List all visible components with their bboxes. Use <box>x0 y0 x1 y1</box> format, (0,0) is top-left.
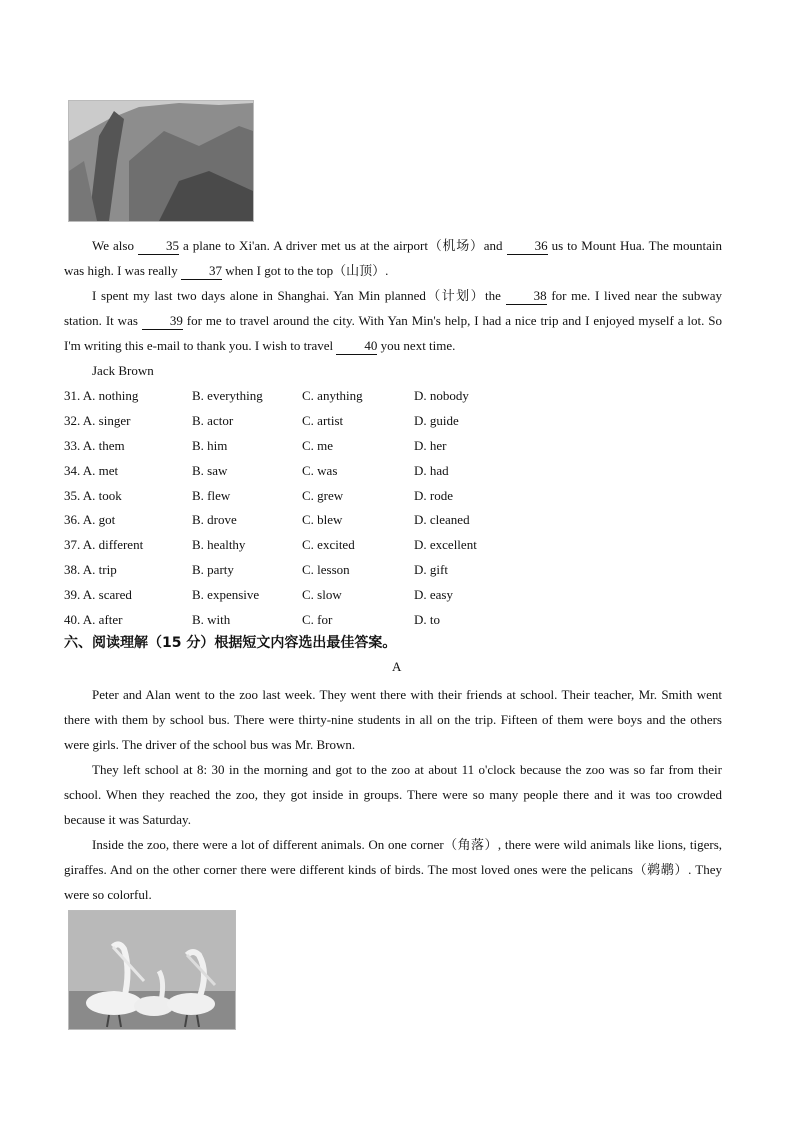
option-c: C. lesson <box>302 562 350 578</box>
option-d: D. guide <box>414 412 459 428</box>
blank-38: 38 <box>506 288 547 305</box>
option-d: D. her <box>414 437 447 453</box>
option-a: 36. A. got <box>64 512 116 528</box>
option-row-31 <box>64 384 564 409</box>
option-d: D. rode <box>414 487 453 503</box>
option-d: D. easy <box>414 587 453 603</box>
mountain-illustration <box>69 101 253 221</box>
option-c: C. for <box>302 612 333 628</box>
option-b: B. everything <box>192 388 263 403</box>
option-d: D. cleaned <box>414 512 470 528</box>
option-row-38 <box>64 558 564 583</box>
option-d: D. nobody <box>414 388 469 403</box>
option-a: 31. A. nothing <box>64 388 139 403</box>
option-d: D. gift <box>414 562 448 578</box>
option-a: 35. A. took <box>64 487 122 503</box>
option-a: 40. A. after <box>64 612 123 628</box>
option-c: C. artist <box>302 412 344 428</box>
option-a: 33. A. them <box>64 437 125 453</box>
option-a: 39. A. scared <box>64 587 132 603</box>
option-c: C. slow <box>302 587 342 603</box>
option-row-34 <box>64 459 564 484</box>
answer-options <box>64 384 564 633</box>
option-d: D. to <box>414 612 440 628</box>
blank-39: 39 <box>142 313 183 330</box>
cloze-passage-continued <box>64 233 722 358</box>
pelican-photo <box>68 910 236 1030</box>
option-a: 37. A. different <box>64 537 144 553</box>
option-row-33 <box>64 434 564 459</box>
option-c: C. blew <box>302 512 343 528</box>
option-a: 38. A. trip <box>64 562 117 578</box>
option-c: C. was <box>302 462 338 478</box>
blank-40: 40 <box>336 338 377 355</box>
option-c: C. me <box>302 437 334 453</box>
option-c: C. grew <box>302 487 344 503</box>
reading-paragraph-3: Inside the zoo, there were a lot of different animals. On one corner（角落）, there were wild animals like lions, tigers, giraffes. And on the other corner there were different kinds of birds. The most loved ones were the pelicans（鹈鹕）. They were so colorful. <box>64 837 722 902</box>
option-b: B. drove <box>192 512 237 528</box>
signature: Jack Brown <box>92 363 154 378</box>
reading-paragraph-1: Peter and Alan went to the zoo last week. They went there with their friends at school. Their teacher, Mr. Smith went there with them by school bus. There were thirty-nine students in all on the trip. Fifteen of them were boys and the others were girls. The driver of the school bus was Mr. Brown. <box>64 687 722 752</box>
option-a: 34. A. met <box>64 462 119 478</box>
mountain-photo <box>68 100 254 222</box>
option-b: B. flew <box>192 487 231 503</box>
option-c: C. excited <box>302 537 355 553</box>
reading-passage <box>64 682 722 907</box>
option-row-32 <box>64 409 564 434</box>
pelican-illustration <box>69 911 235 1029</box>
option-b: B. saw <box>192 462 228 478</box>
reading-paragraph-2: They left school at 8: 30 in the morning and got to the zoo at about 11 o'clock because the zoo was so far from their school. When they reached the zoo, they got inside in groups. There were so many people there and it was too crowded because it was Saturday. <box>64 762 722 827</box>
option-d: D. had <box>414 462 449 478</box>
option-b: B. actor <box>192 412 234 428</box>
option-d: D. excellent <box>414 537 477 553</box>
option-b: B. with <box>192 612 231 628</box>
option-row-35 <box>64 484 564 509</box>
option-b: B. expensive <box>192 587 260 603</box>
cloze-paragraph-1: We also 35 a plane to Xi'an. A driver met us at the airport（机场）and 36 us to Mount Hua. The mountain was high. I was really 37 when I got to the top（山顶）. <box>64 238 722 278</box>
option-row-39 <box>64 583 564 608</box>
passage-letter: A <box>392 659 402 674</box>
option-b: B. him <box>192 437 228 453</box>
option-b: B. party <box>192 562 234 578</box>
option-b: B. healthy <box>192 537 246 553</box>
option-row-40 <box>64 608 564 633</box>
option-row-36 <box>64 508 564 533</box>
blank-35: 35 <box>138 238 179 255</box>
cloze-paragraph-2: I spent my last two days alone in Shanghai. Yan Min planned（计划）the 38 for me. I lived near the subway station. It was 39 for me to travel around the city. With Yan Min's help, I had a nice trip and I enjoyed myself a lot. So I'm writing this e-mail to thank you. I wish to travel 40 you next time. <box>64 288 723 353</box>
option-row-37 <box>64 533 564 558</box>
blank-36: 36 <box>507 238 548 255</box>
option-a: 32. A. singer <box>64 412 131 428</box>
blank-37: 37 <box>181 263 222 280</box>
option-c: C. anything <box>302 388 363 403</box>
section-heading: 六、阅读理解（15 分）根据短文内容选出最佳答案。 <box>64 635 397 651</box>
